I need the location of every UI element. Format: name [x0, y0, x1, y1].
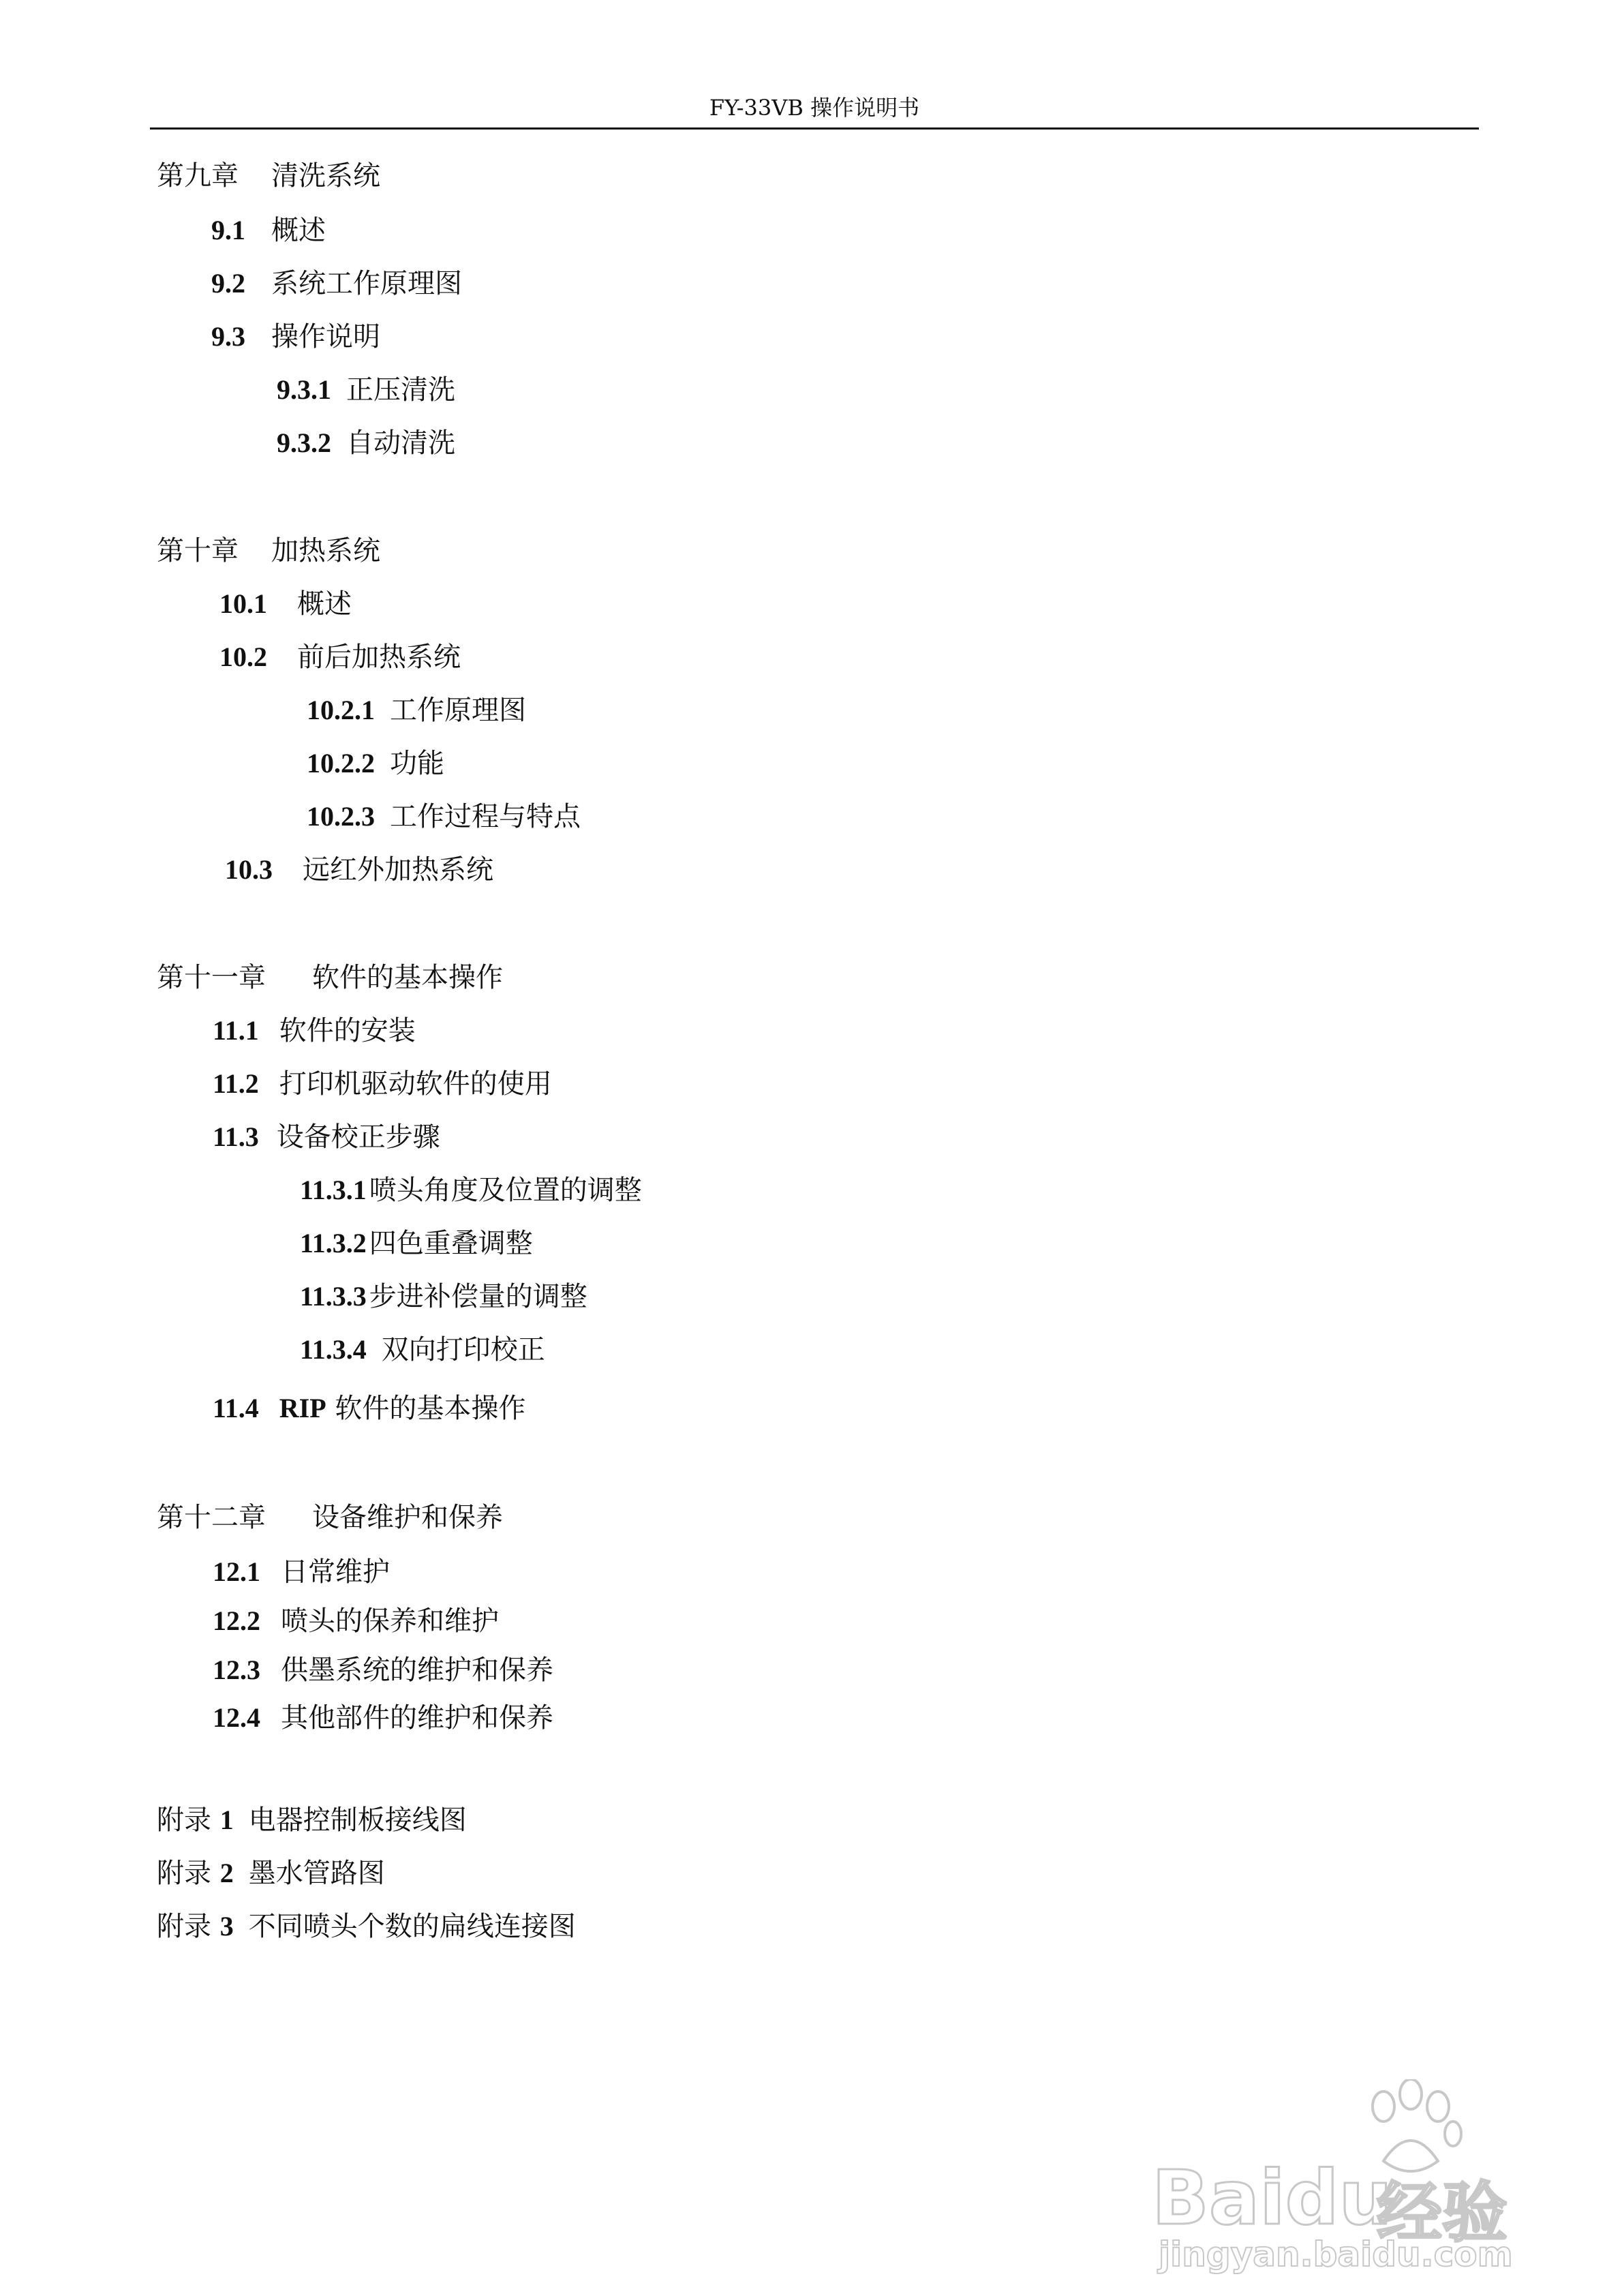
toc-entry-s9-3-2 — [277, 424, 455, 462]
toc-title: 加热系统 — [271, 535, 380, 567]
toc-entry-s10-2 — [219, 638, 461, 676]
toc-title: 喷头角度及位置的调整 — [369, 1175, 642, 1206]
toc-entry-s11-3-2 — [300, 1224, 533, 1263]
toc-number: 10.2.1 — [307, 695, 375, 725]
toc-entry-s10-1 — [219, 585, 352, 623]
toc-number: 11.1 — [213, 1015, 259, 1046]
toc-title: 系统工作原理图 — [271, 268, 462, 299]
toc-entry-s12-1 — [213, 1553, 390, 1591]
toc-entry-s9-2 — [211, 265, 462, 303]
toc-entry-s12-4 — [213, 1699, 553, 1737]
toc-number: 9.2 — [211, 268, 245, 299]
toc-title: 设备维护和保养 — [312, 1502, 503, 1533]
toc-number: 9.3.1 — [277, 374, 331, 405]
toc-entry-ch9 — [157, 157, 380, 195]
toc-title: 步进补偿量的调整 — [369, 1281, 587, 1312]
toc-title: 工作过程与特点 — [390, 801, 581, 832]
toc-number: 11.3 — [213, 1121, 259, 1152]
toc-number: 11.3.3 — [300, 1281, 367, 1312]
toc-number: 第九章 — [157, 160, 239, 192]
toc-title: 软件的基本操作 — [312, 962, 503, 993]
toc-number: 10.2 — [219, 641, 267, 672]
toc-number: 第十章 — [157, 535, 239, 567]
toc-title: 功能 — [390, 748, 444, 779]
toc-number: 附录 3 — [157, 1911, 234, 1942]
toc-entry-s11-2 — [213, 1065, 552, 1103]
toc-entry-s11-3 — [213, 1118, 440, 1156]
toc-entry-s9-3-1 — [277, 371, 455, 409]
watermark-product: 经验 — [1377, 2175, 1508, 2251]
toc-number: 11.4 — [213, 1393, 259, 1423]
toc-title: 前后加热系统 — [297, 641, 461, 673]
toc-title: 其他部件的维护和保养 — [281, 1702, 553, 1734]
toc-title: 不同喷头个数的扁线连接图 — [248, 1911, 576, 1942]
toc-number: 附录 1 — [157, 1804, 234, 1836]
toc-title: 打印机驱动软件的使用 — [279, 1068, 552, 1100]
toc-number: 10.2.2 — [307, 748, 375, 779]
toc-title: 供墨系统的维护和保养 — [281, 1655, 553, 1686]
toc-entry-s11-3-1 — [300, 1171, 642, 1209]
watermark-url: jingyan.baidu.com — [1159, 2235, 1513, 2274]
watermark-brand: Baidu — [1152, 2154, 1392, 2241]
toc-title: 操作说明 — [271, 321, 380, 352]
toc-title: 概述 — [271, 215, 326, 246]
toc-title: 正压清洗 — [346, 374, 455, 406]
toc-number: 12.1 — [213, 1556, 260, 1587]
toc-entry-ch10 — [157, 532, 380, 570]
toc-entry-s10-2-3 — [307, 798, 581, 836]
toc-entry-s11-4 — [213, 1389, 525, 1428]
toc-title: 喷头的保养和维护 — [281, 1605, 499, 1637]
toc-number: 10.3 — [225, 854, 273, 885]
toc-entry-s12-2 — [213, 1602, 499, 1640]
toc-title: 墨水管路图 — [248, 1858, 385, 1889]
toc-number: 附录 2 — [157, 1858, 234, 1889]
toc-title: 远红外加热系统 — [303, 854, 493, 886]
toc-number: 第十一章 — [157, 962, 266, 993]
toc-number: 12.2 — [213, 1605, 260, 1636]
toc-entry-s9-3 — [211, 318, 380, 356]
toc-title: 概述 — [297, 588, 352, 620]
toc-title: 清洗系统 — [271, 160, 380, 192]
toc-number: 9.3.2 — [277, 427, 331, 458]
toc-number: 9.3 — [211, 321, 245, 352]
toc-number: 10.2.3 — [307, 801, 375, 832]
toc-number: 11.3.2 — [300, 1228, 367, 1258]
toc-number: 11.3.4 — [300, 1334, 367, 1365]
toc-title: 自动清洗 — [346, 427, 455, 459]
toc-title: RIP 软件的基本操作 — [279, 1393, 526, 1424]
toc-title: 设备校正步骤 — [276, 1121, 440, 1153]
toc-entry-s11-3-4 — [300, 1331, 545, 1369]
page-header: FY-33VB 操作说明书 — [709, 95, 920, 121]
toc-entry-s10-2-2 — [307, 744, 444, 783]
toc-number: 10.1 — [219, 588, 267, 619]
toc-entry-s11-1 — [213, 1012, 416, 1050]
toc-title: 四色重叠调整 — [369, 1228, 533, 1259]
toc-title: 软件的安装 — [279, 1015, 416, 1046]
toc-entry-ap2 — [157, 1854, 385, 1892]
toc-entry-s11-3-3 — [300, 1278, 587, 1316]
toc-entry-ap3 — [157, 1907, 576, 1946]
toc-entry-ch12 — [157, 1498, 503, 1537]
header-rule — [150, 127, 1479, 130]
toc-title: 日常维护 — [281, 1556, 390, 1588]
toc-entry-s10-3 — [225, 851, 493, 889]
toc-title: 电器控制板接线图 — [248, 1804, 467, 1836]
toc-entry-s9-1 — [211, 211, 326, 250]
toc-entry-s10-2-1 — [307, 691, 526, 729]
toc-number: 9.1 — [211, 215, 245, 245]
toc-entry-s12-3 — [213, 1651, 553, 1689]
toc-number: 12.3 — [213, 1655, 260, 1685]
toc-title: 双向打印校正 — [381, 1334, 545, 1365]
toc-number: 12.4 — [213, 1702, 260, 1733]
toc-entry-ch11 — [157, 958, 503, 997]
toc-number: 第十二章 — [157, 1502, 266, 1533]
toc-number: 11.3.1 — [300, 1175, 367, 1205]
baidu-jingyan-watermark — [1152, 2079, 1533, 2274]
toc-entry-ap1 — [157, 1801, 467, 1839]
toc-title: 工作原理图 — [390, 695, 526, 726]
toc-number: 11.2 — [213, 1068, 259, 1099]
